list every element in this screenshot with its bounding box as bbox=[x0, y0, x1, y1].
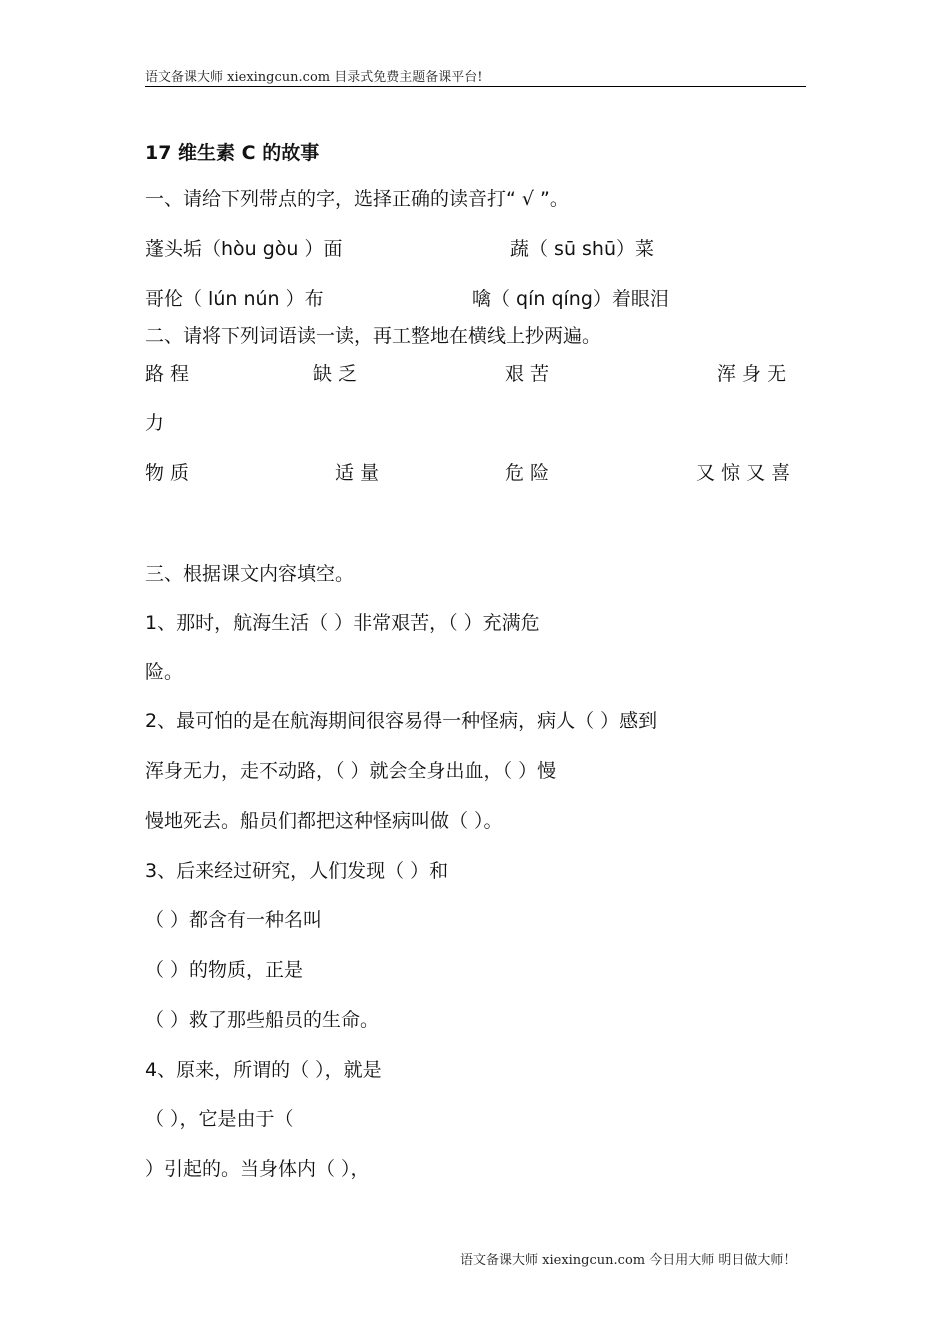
pinyin-item-4: 噙（ qín qíng）着眼泪 bbox=[472, 288, 669, 310]
header-rule bbox=[145, 86, 806, 87]
word-6: 适 量 bbox=[335, 462, 380, 484]
fill-line-6: 3、后来经过研究，人们发现（ ）和 bbox=[145, 860, 449, 882]
page-footer: 语文备课大师 xiexingcun.com 今日用大师 明日做大师！ bbox=[460, 1253, 797, 1268]
page-header: 语文备课大师 xiexingcun.com 目录式免费主题备课平台! bbox=[145, 70, 483, 85]
word-3: 艰 苦 bbox=[505, 363, 550, 385]
pinyin-item-3: 哥伦（ lún nún ）布 bbox=[145, 288, 324, 310]
fill-line-11: （ ），它是由于（ bbox=[145, 1108, 294, 1130]
fill-line-5: 慢地死去。船员们都把这种怪病叫做（ ）。 bbox=[145, 810, 503, 832]
word-1: 路 程 bbox=[145, 363, 190, 385]
fill-line-7: （ ）都含有一种名叫 bbox=[145, 909, 323, 931]
page-title: 17 维生素 C 的故事 bbox=[145, 142, 320, 164]
word-8: 又 惊 又 喜 bbox=[696, 462, 791, 484]
section1-heading: 一、请给下列带点的字，选择正确的读音打“ √ ”。 bbox=[145, 188, 569, 210]
fill-line-8: （ ）的物质，正是 bbox=[145, 959, 304, 981]
fill-line-12: ）引起的。当身体内（ ）， bbox=[145, 1158, 370, 1180]
word-7: 危 险 bbox=[505, 462, 550, 484]
pinyin-item-1: 蓬头垢（hòu gòu ）面 bbox=[145, 238, 343, 260]
section2-heading: 二、请将下列词语读一读，再工整地在横线上抄两遍。 bbox=[145, 325, 602, 347]
word-4: 浑 身 无 bbox=[717, 363, 787, 385]
fill-line-1: 1、那时，航海生活（ ）非常艰苦，（ ）充满危 bbox=[145, 612, 540, 634]
fill-line-9: （ ）救了那些船员的生命。 bbox=[145, 1009, 380, 1031]
fill-line-3: 2、最可怕的是在航海期间很容易得一种怪病，病人（ ）感到 bbox=[145, 710, 658, 732]
word-5: 物 质 bbox=[145, 462, 190, 484]
word-4-cont: 力 bbox=[145, 412, 165, 434]
fill-line-2: 险。 bbox=[145, 661, 184, 683]
section3-heading: 三、根据课文内容填空。 bbox=[145, 563, 355, 585]
word-2: 缺 乏 bbox=[313, 363, 358, 385]
fill-line-10: 4、原来，所谓的（ ），就是 bbox=[145, 1059, 382, 1081]
fill-line-4: 浑身无力，走不动路，（ ）就会全身出血，（ ）慢 bbox=[145, 760, 557, 782]
pinyin-item-2: 蔬（ sū shū）菜 bbox=[510, 238, 655, 260]
